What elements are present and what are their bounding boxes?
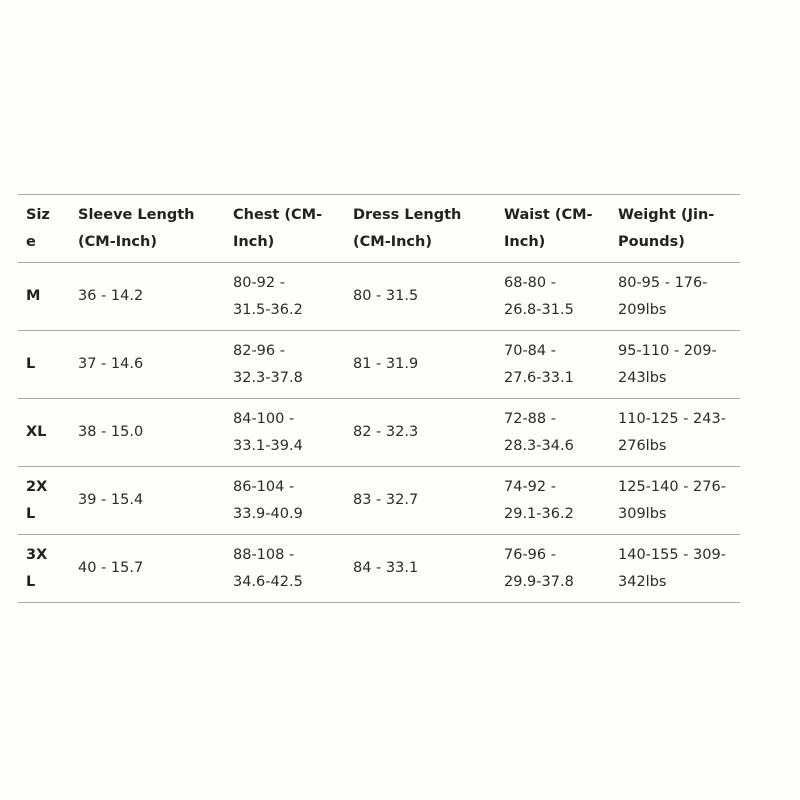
- cell-weight: 80-95 - 176- 209lbs: [618, 274, 708, 318]
- cell-size: 3X L: [26, 546, 48, 590]
- cell-weight: 140-155 - 309- 342lbs: [618, 546, 726, 590]
- cell-chest: 84-100 - 33.1-39.4: [233, 410, 303, 454]
- cell-waist: 68-80 - 26.8-31.5: [504, 274, 574, 318]
- cell-chest: 82-96 - 32.3-37.8: [233, 342, 303, 386]
- cell-weight: 95-110 - 209- 243lbs: [618, 342, 717, 386]
- cell-weight: 110-125 - 243- 276lbs: [618, 410, 726, 454]
- cell-chest: 86-104 - 33.9-40.9: [233, 478, 303, 522]
- cell-dress-length: 83 - 32.7: [353, 492, 419, 508]
- table-row: [18, 535, 740, 603]
- cell-dress-length: 80 - 31.5: [353, 288, 419, 304]
- cell-waist: 72-88 - 28.3-34.6: [504, 410, 574, 454]
- header-waist: Waist (CM- Inch): [504, 206, 593, 250]
- cell-waist: 76-96 - 29.9-37.8: [504, 546, 574, 590]
- cell-waist: 70-84 - 27.6-33.1: [504, 342, 574, 386]
- cell-weight: 125-140 - 276- 309lbs: [618, 478, 726, 522]
- cell-size: M: [26, 288, 41, 304]
- cell-dress-length: 81 - 31.9: [353, 356, 419, 372]
- cell-waist: 74-92 - 29.1-36.2: [504, 478, 574, 522]
- cell-size: XL: [26, 424, 47, 440]
- cell-dress-length: 82 - 32.3: [353, 424, 419, 440]
- cell-chest: 88-108 - 34.6-42.5: [233, 546, 303, 590]
- cell-sleeve-length: 37 - 14.6: [78, 356, 144, 372]
- header-sleeve-length: Sleeve Length (CM-Inch): [78, 206, 195, 250]
- table-row: [18, 263, 740, 331]
- size-chart-table: [18, 194, 740, 603]
- cell-sleeve-length: 36 - 14.2: [78, 288, 144, 304]
- header-dress-length: Dress Length (CM-Inch): [353, 206, 462, 250]
- table-row: [18, 331, 740, 399]
- table-header-row: [18, 195, 740, 263]
- table-row: [18, 399, 740, 467]
- header-chest: Chest (CM- Inch): [233, 206, 323, 250]
- cell-sleeve-length: 39 - 15.4: [78, 492, 144, 508]
- cell-size: 2X L: [26, 478, 48, 522]
- cell-size: L: [26, 356, 36, 372]
- cell-dress-length: 84 - 33.1: [353, 560, 419, 576]
- cell-chest: 80-92 - 31.5-36.2: [233, 274, 303, 318]
- cell-sleeve-length: 38 - 15.0: [78, 424, 144, 440]
- cell-sleeve-length: 40 - 15.7: [78, 560, 144, 576]
- header-weight: Weight (Jin- Pounds): [618, 206, 715, 250]
- header-size: Siz e: [26, 206, 50, 250]
- table-row: [18, 467, 740, 535]
